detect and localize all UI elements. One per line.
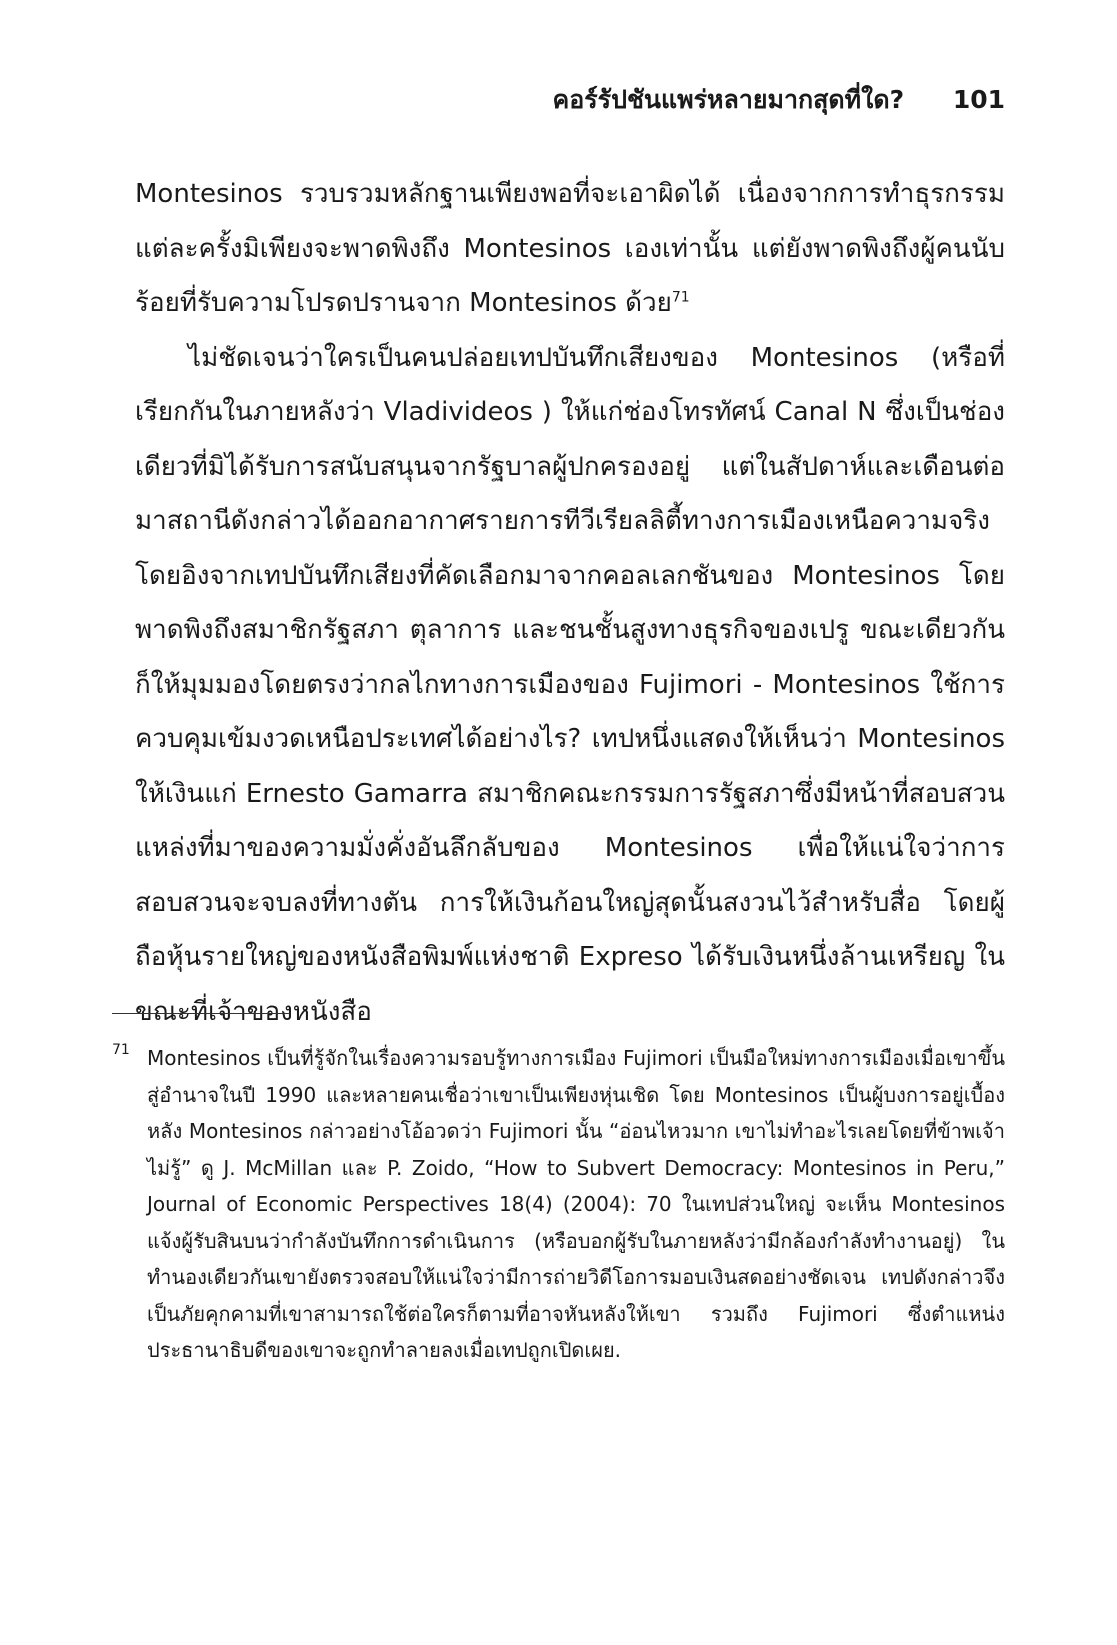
body-text [135, 167, 1005, 1039]
footnote-divider [112, 1013, 290, 1014]
paragraph-text: ไม่ชัดเจนว่าใครเป็นคนปล่อยเทปบันทึกเสียงของ Montesinos (หรือที่เรียกกันในภายหลังว่า Vladivideos ) ให้แก่ช่องโทรทัศน์ Canal N ซึ่งเป็นช่องเดียวที่มิได้รับการสนับสนุนจากรัฐบาลผู้ปกครองอยู่ แต่ในสัปดาห์และเดือนต่อมาสถานีดังกล่าวได้ออกอากาศรายการทีวีเรียลลิตี้ทางการเมืองเหนือความจริงโดยอิงจากเทปบันทึกเสียงที่คัดเลือกมาจากคอลเลกชันของ Montesinos โดยพาดพิงถึงสมาชิกรัฐสภา ตุลาการ และชนชั้นสูงทางธุรกิจของเปรู ขณะเดียวกันก็ให้มุมมองโดยตรงว่ากลไกทางการเมืองของ Fujimori - Montesinos ใช้การควบคุมเข้มงวดเหนือประเทศได้อย่างไร? เทปหนึ่งแสดงให้เห็นว่า Montesinos ให้เงินแก่ Ernesto Gamarra สมาชิกคณะกรรมการรัฐสภาซึ่งมีหน้าที่สอบสวนแหล่งที่มาของความมั่งคั่งอันลึกลับของ Montesinos เพื่อให้แน่ใจว่าการสอบสวนจะจบลงที่ทางตัน การให้เงินก้อนใหญ่สุดนั้นสงวนไว้สำหรับสื่อ โดยผู้ถือหุ้นรายใหญ่ของหนังสือพิมพ์แห่งชาติ Expreso ได้รับเงินหนึ่งล้านเหรียญ ในขณะที่เจ้าของหนังสือ [135, 342, 1005, 1027]
paragraph-text: Montesinos รวบรวมหลักฐานเพียงพอที่จะเอาผิดได้ เนื่องจากการทำธุรกรรมแต่ละครั้งมิเพียงจะพาดพิงถึง Montesinos เองเท่านั้น แต่ยังพาดพิงถึงผู้คนนับร้อยที่รับความโปรดปรานจาก Montesinos ด้วย [135, 179, 1005, 318]
footnote-reference: 71 [671, 289, 690, 306]
paragraph [135, 167, 1005, 331]
footnote-text: Montesinos เป็นที่รู้จักในเรื่องความรอบรู้ทางการเมือง Fujimori เป็นมือใหม่ทางการเมืองเมื่อเขาขึ้นสู่อำนาจในปี 1990 และหลายคนเชื่อว่าเขาเป็นเพียงหุ่นเชิด โดย Montesinos เป็นผู้บงการอยู่เบื้องหลัง Montesinos กล่าวอย่างโอ้อวดว่า Fujimori นั้น “อ่อนไหวมาก เขาไม่ทำอะไรเลยโดยที่ข้าพเจ้าไม่รู้” ดู J. McMillan และ P. Zoido, “How to Subvert Democracy: Montesinos in Peru,” Journal of Economic Perspectives 18(4) (2004): 70 ในเทปส่วนใหญ่ จะเห็น Montesinos แจ้งผู้รับสินบนว่ากำลังบันทึกการดำเนินการ (หรือบอกผู้รับในภายหลังว่ามีกล้องกำลังทำงานอยู่) ในทำนองเดียวกันเขายังตรวจสอบให้แน่ใจว่ามีการถ่ายวิดีโอการมอบเงินสดอย่างชัดเจน เทปดังกล่าวจึงเป็นภัยคุกคามที่เขาสามารถใช้ต่อใครก็ตามที่อาจหันหลังให้เขา รวมถึง Fujimori ซึ่งตำแหน่งประธานาธิบดีของเขาจะถูกทำลายลงเมื่อเทปถูกเปิดเผย. [147, 1046, 1005, 1362]
footnote-number: 71 [112, 1042, 130, 1058]
page-number: 101 [952, 85, 1005, 114]
paragraph [135, 331, 1005, 1040]
footnote [112, 1040, 1005, 1369]
running-header [552, 80, 1005, 120]
chapter-title: คอร์รัปชันแพร่หลายมากสุดที่ใด? [552, 85, 905, 114]
